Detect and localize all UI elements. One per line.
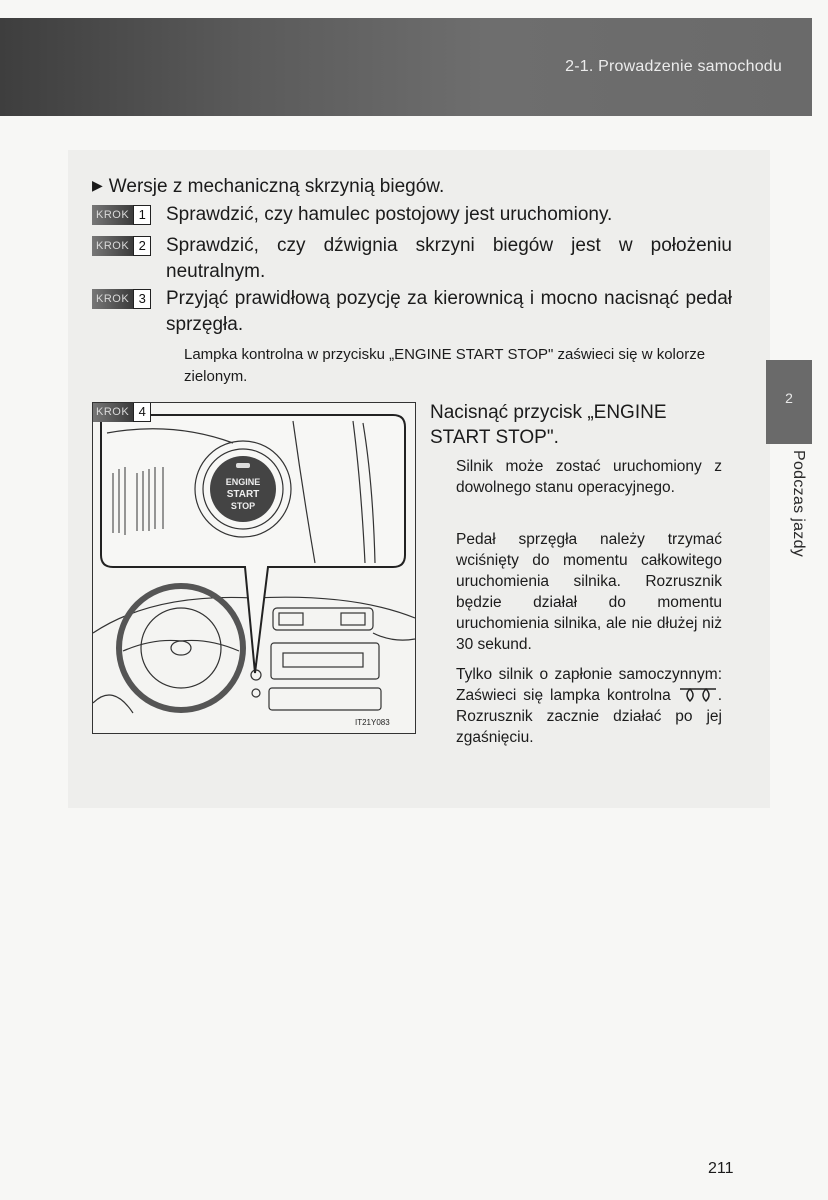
button-line-start: START <box>226 489 260 500</box>
button-line-stop: STOP <box>230 501 256 511</box>
step-badge: KROK 1 <box>92 205 151 225</box>
step-4-heading: Nacisnąć przycisk „ENGINE START STOP". <box>430 402 667 448</box>
step-badge: KROK 4 <box>92 402 151 422</box>
glow-plug-indicator-icon <box>678 685 718 703</box>
step-3-note: Lampka kontrolna w przycisku „ENGINE START STOP" zaświeci się w kolorze zielonym. <box>184 346 706 385</box>
chapter-header-bar <box>0 18 812 116</box>
chapter-tab <box>766 360 812 444</box>
step-4-para-3: Tylko silnik o zapłonie samoczynnym: Zaświeci się lampka kontrolna . Rozrusznik zacznie działać po jej zgaśnięciu. <box>456 666 722 746</box>
step-4-para-2: Pedał sprzęgła należy trzymać wciśnięty do momentu całkowitego uruchomienia silnika. Rozrusznik będzie działał do momentu uruchomienia silnika, ale nie dłużej niż 30 sekund. <box>456 531 722 653</box>
step-badge: KROK 3 <box>92 289 151 309</box>
chapter-number: 2 <box>785 390 793 406</box>
triangle-bullet-icon: ▶ <box>92 177 103 193</box>
engine-start-figure <box>92 402 416 734</box>
chapter-side-label: Podczas jazdy <box>790 450 807 558</box>
section-heading: ▶ Wersje z mechaniczną skrzynią biegów. <box>92 176 445 197</box>
dashboard-illustration <box>93 403 415 733</box>
step-3 <box>92 286 732 338</box>
step-2 <box>92 233 732 285</box>
step-text: Sprawdzić, czy hamulec postojowy jest uruchomiony. <box>166 204 613 225</box>
step-1 <box>92 202 732 228</box>
page-number: 211 <box>708 1160 734 1177</box>
step-badge: KROK 2 <box>92 236 151 256</box>
figure-code: IT21Y083 <box>355 718 390 727</box>
button-line-engine: ENGINE <box>225 477 261 487</box>
step-4-para-1: Silnik może zostać uruchomiony z dowolnego stanu operacyjnego. <box>456 458 722 496</box>
step-text: Przyjąć prawidłową pozycję za kierownicą i mocno nacisnąć pedał sprzęgła. <box>166 288 732 335</box>
chapter-title: 2-1. Prowadzenie samochodu <box>565 58 782 75</box>
step-text: Sprawdzić, czy dźwignia skrzyni biegów jest w położeniu neutralnym. <box>166 235 732 282</box>
